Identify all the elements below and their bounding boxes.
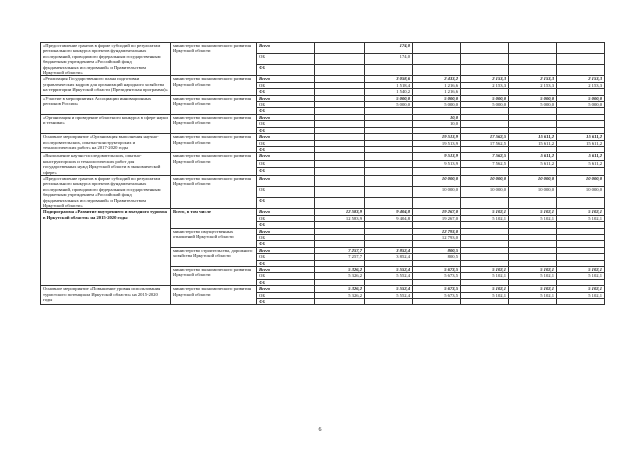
activity-name: «Выполнение научно-исследовательских, опытно-конструкторских и технологических работ для государственных нужд Иркутской области в экономической сфере»: [41, 153, 171, 176]
value-cell: 12 583,9: [315, 215, 365, 221]
value-cell: 5 326,2: [315, 267, 365, 273]
value-cell: [413, 54, 461, 65]
value-cell: 19 513,9: [413, 140, 461, 146]
source-label: ФБ: [257, 65, 315, 76]
executor-name: министерство экономического развития Иркутской области: [171, 175, 257, 208]
value-cell: 5 611,2: [557, 153, 605, 161]
value-cell: 5 102,1: [557, 292, 605, 298]
value-cell: [413, 198, 461, 209]
source-label: ОБ: [257, 187, 315, 198]
activity-name: Основное мероприятие «Повышение уровня использования туристского потенциала Иркутской области» на 2015-2020 годы: [41, 286, 171, 305]
value-cell: 5 102,1: [557, 286, 605, 292]
activity-name: «Предоставление грантов в форме субсидий по результатам регионального конкурса проектов фундаментальных исследований, проводимого федеральным государственным бюджетным учреждением «Российский фонд фундаментальных исследований» и Правительством Иркутской области»: [41, 175, 171, 208]
value-cell: 10 000,0: [413, 187, 461, 198]
value-cell: 17 562,5: [461, 134, 509, 140]
activity-name: «Предоставление грантов в форме субсидий по результатам регионального конкурса проектов фундаментальных исследований, проводимого федеральным государственным бюджетным учреждением «Российский фонд фундаментальных исследований» и Правительством Иркутской области»: [41, 43, 171, 76]
value-cell: 5 000,0: [365, 95, 413, 101]
value-cell: 9 513,9: [413, 160, 461, 168]
value-cell: 5 552,4: [365, 273, 413, 279]
source-label: Всего: [257, 43, 315, 54]
source-label: ОБ: [257, 215, 315, 221]
source-label: ФБ: [257, 146, 315, 152]
value-cell: [315, 160, 365, 168]
value-cell: 5 552,4: [365, 267, 413, 273]
value-cell: 2 153,3: [461, 82, 509, 88]
value-cell: [315, 54, 365, 65]
value-cell: 5 102,1: [461, 273, 509, 279]
source-label: ОБ: [257, 292, 315, 298]
value-cell: [509, 65, 557, 76]
table-row: [41, 43, 605, 54]
value-cell: [315, 43, 365, 54]
value-cell: 10 000,0: [557, 187, 605, 198]
value-cell: 7 562,5: [461, 153, 509, 161]
value-cell: 2 153,3: [557, 76, 605, 82]
value-cell: [315, 168, 365, 176]
value-cell: 7 562,5: [461, 160, 509, 168]
value-cell: [557, 198, 605, 209]
executor-name: министерство экономического развития Иркутской области: [171, 43, 257, 76]
value-cell: [509, 43, 557, 54]
source-label: ОБ: [257, 235, 315, 241]
source-label: Всего: [257, 267, 315, 273]
source-label: ФБ: [257, 108, 315, 114]
source-label: ФБ: [257, 198, 315, 209]
value-cell: 5 611,2: [557, 160, 605, 168]
value-cell: [365, 168, 413, 176]
value-cell: 5 326,2: [315, 292, 365, 298]
source-label: ФБ: [257, 241, 315, 247]
value-cell: 17 562,5: [461, 140, 509, 146]
value-cell: 3 852,4: [365, 247, 413, 253]
value-cell: 12 793,0: [413, 235, 461, 241]
value-cell: [461, 65, 509, 76]
source-label: Всего: [257, 175, 315, 186]
value-cell: 10 000,0: [557, 175, 605, 186]
value-cell: 19 267,0: [413, 215, 461, 221]
value-cell: [413, 43, 461, 54]
source-label: Всего: [257, 228, 315, 234]
value-cell: 5 102,1: [461, 286, 509, 292]
value-cell: 2 153,3: [557, 82, 605, 88]
value-cell: [413, 299, 461, 305]
value-cell: 5 102,1: [509, 273, 557, 279]
value-cell: [365, 187, 413, 198]
value-cell: 19 513,9: [413, 134, 461, 140]
executor-name: министерство строительства, дорожного хозяйства Иркутской области: [171, 247, 257, 266]
value-cell: 5 102,1: [557, 273, 605, 279]
value-cell: 174,0: [365, 54, 413, 65]
value-cell: 5 611,2: [509, 153, 557, 161]
source-label: ФБ: [257, 299, 315, 305]
value-cell: [365, 160, 413, 168]
value-cell: 15 611,2: [557, 134, 605, 140]
value-cell: [461, 299, 509, 305]
value-cell: [461, 168, 509, 176]
value-cell: 9 404,8: [365, 215, 413, 221]
value-cell: 174,0: [365, 43, 413, 54]
value-cell: 5 000,0: [413, 102, 461, 108]
executor-name: министерство экономического развития Иркутской области: [171, 134, 257, 153]
value-cell: 10,0: [413, 114, 461, 120]
value-cell: [365, 198, 413, 209]
executor-name: министерство экономического развития Иркутской области: [171, 286, 257, 305]
executor-name: министерство имущественных отношений Иркутской области: [171, 228, 257, 247]
value-cell: [557, 299, 605, 305]
value-cell: 19 267,0: [413, 209, 461, 215]
value-cell: 10 000,0: [509, 175, 557, 186]
source-label: ФБ: [257, 260, 315, 266]
value-cell: 3 852,4: [365, 254, 413, 260]
value-cell: 5 326,2: [315, 286, 365, 292]
value-cell: 5 102,1: [509, 209, 557, 215]
value-cell: 5 102,1: [509, 286, 557, 292]
value-cell: [315, 153, 365, 161]
value-cell: [365, 175, 413, 186]
value-cell: [365, 299, 413, 305]
budget-table: [40, 42, 605, 305]
executor-name: министерство экономического развития Иркутской области: [171, 267, 257, 286]
table-row: [41, 175, 605, 186]
source-label: ОБ: [257, 273, 315, 279]
source-label: ОБ: [257, 121, 315, 127]
page-number: 6: [318, 427, 322, 433]
value-cell: 5 673,5: [413, 267, 461, 273]
value-cell: 5 102,1: [461, 292, 509, 298]
source-label: ОБ: [257, 160, 315, 168]
table-row: [41, 153, 605, 161]
executor-name: министерство экономического развития Иркутской области: [171, 153, 257, 176]
value-cell: 12 793,0: [413, 228, 461, 234]
value-cell: 1 518,4: [365, 82, 413, 88]
value-cell: 7 257,7: [315, 247, 365, 253]
source-label: Всего: [257, 95, 315, 101]
source-label: ОБ: [257, 254, 315, 260]
value-cell: 5 673,5: [413, 292, 461, 298]
activity-name: «Реализация Государственного плана подготовки управленческих кадров для организаций народного хозяйства на территории Иркутской области (Президентская программа)»: [41, 76, 171, 95]
value-cell: 5 000,0: [461, 95, 509, 101]
value-cell: 15 611,2: [509, 134, 557, 140]
value-cell: 3 058,6: [365, 76, 413, 82]
value-cell: 5 000,0: [509, 95, 557, 101]
value-cell: [557, 65, 605, 76]
value-cell: 5 102,1: [557, 267, 605, 273]
value-cell: 10 000,0: [413, 175, 461, 186]
source-label: Всего: [257, 247, 315, 253]
value-cell: 5 102,1: [461, 215, 509, 221]
value-cell: [413, 65, 461, 76]
value-cell: [557, 43, 605, 54]
value-cell: 9 513,9: [413, 153, 461, 161]
activity-name: «Организация и проведение областного конкурса в сфере науки и техники»: [41, 114, 171, 133]
value-cell: 10 000,0: [461, 175, 509, 186]
source-label: ОБ: [257, 102, 315, 108]
table-body: [41, 43, 605, 305]
value-cell: 7 257,7: [315, 254, 365, 260]
value-cell: 5 552,4: [365, 292, 413, 298]
value-cell: 2 153,3: [461, 76, 509, 82]
value-cell: 5 102,1: [557, 209, 605, 215]
program-name: Подпрограмма «Развитие внутреннего и въездного туризма в Иркутской области» на 2015-2020 годы: [41, 209, 171, 286]
source-label: ФБ: [257, 89, 315, 95]
source-label: ОБ: [257, 82, 315, 88]
value-cell: 1 540,2: [365, 89, 413, 95]
value-cell: 5 102,1: [509, 292, 557, 298]
value-cell: [315, 299, 365, 305]
value-cell: 5 000,0: [461, 102, 509, 108]
program-total-label: Всего, в том числе: [171, 209, 257, 228]
value-cell: 5 611,2: [509, 160, 557, 168]
value-cell: [557, 168, 605, 176]
value-cell: [413, 168, 461, 176]
value-cell: [365, 65, 413, 76]
source-label: ОБ: [257, 140, 315, 146]
executor-name: министерство экономического развития Иркутской области: [171, 76, 257, 95]
value-cell: 5 000,0: [557, 102, 605, 108]
value-cell: 5 102,1: [557, 215, 605, 221]
value-cell: 800,5: [413, 254, 461, 260]
value-cell: 5 552,4: [365, 286, 413, 292]
value-cell: 9 404,8: [365, 209, 413, 215]
value-cell: [509, 299, 557, 305]
value-cell: 10 000,0: [461, 187, 509, 198]
value-cell: 5 673,5: [413, 286, 461, 292]
value-cell: 5 000,0: [365, 102, 413, 108]
source-label: ФБ: [257, 222, 315, 228]
value-cell: [509, 198, 557, 209]
source-label: Всего: [257, 209, 315, 215]
value-cell: [461, 198, 509, 209]
source-label: Всего: [257, 114, 315, 120]
value-cell: [509, 54, 557, 65]
value-cell: [315, 65, 365, 76]
value-cell: [315, 187, 365, 198]
value-cell: 5 102,1: [509, 215, 557, 221]
value-cell: 800,5: [413, 247, 461, 253]
source-label: Всего: [257, 153, 315, 161]
value-cell: 2 433,2: [413, 76, 461, 82]
source-label: Всего: [257, 76, 315, 82]
source-label: ФБ: [257, 168, 315, 176]
value-cell: [461, 54, 509, 65]
activity-name: «Участие в мероприятиях Ассоциации инновационных регионов России»: [41, 95, 171, 114]
executor-name: министерство экономического развития Иркутской области: [171, 95, 257, 114]
source-label: ФБ: [257, 279, 315, 285]
value-cell: 5 102,1: [509, 267, 557, 273]
value-cell: [365, 153, 413, 161]
value-cell: 12 583,9: [315, 209, 365, 215]
source-label: ФБ: [257, 127, 315, 133]
value-cell: [509, 168, 557, 176]
executor-name: министерство экономического развития Иркутской области: [171, 114, 257, 133]
value-cell: 2 153,3: [509, 82, 557, 88]
value-cell: [557, 54, 605, 65]
value-cell: 1 216,6: [413, 89, 461, 95]
value-cell: 2 153,3: [509, 76, 557, 82]
value-cell: 15 611,2: [557, 140, 605, 146]
value-cell: [461, 43, 509, 54]
value-cell: 5 000,0: [413, 95, 461, 101]
source-label: ОБ: [257, 54, 315, 65]
value-cell: 5 102,1: [461, 209, 509, 215]
value-cell: 10,0: [413, 121, 461, 127]
value-cell: 5 326,2: [315, 273, 365, 279]
value-cell: 1 216,6: [413, 82, 461, 88]
source-label: Всего: [257, 134, 315, 140]
source-label: Всего: [257, 286, 315, 292]
value-cell: 5 102,1: [461, 267, 509, 273]
value-cell: [315, 198, 365, 209]
activity-name: Основное мероприятие «Организация выполнения научно-исследовательских, опытно-конструкторских и технологических работ» на 2017-2020 годы: [41, 134, 171, 153]
value-cell: 5 673,5: [413, 273, 461, 279]
value-cell: 5 000,0: [557, 95, 605, 101]
value-cell: 5 000,0: [509, 102, 557, 108]
value-cell: [315, 175, 365, 186]
value-cell: 10 000,0: [509, 187, 557, 198]
value-cell: 15 611,2: [509, 140, 557, 146]
